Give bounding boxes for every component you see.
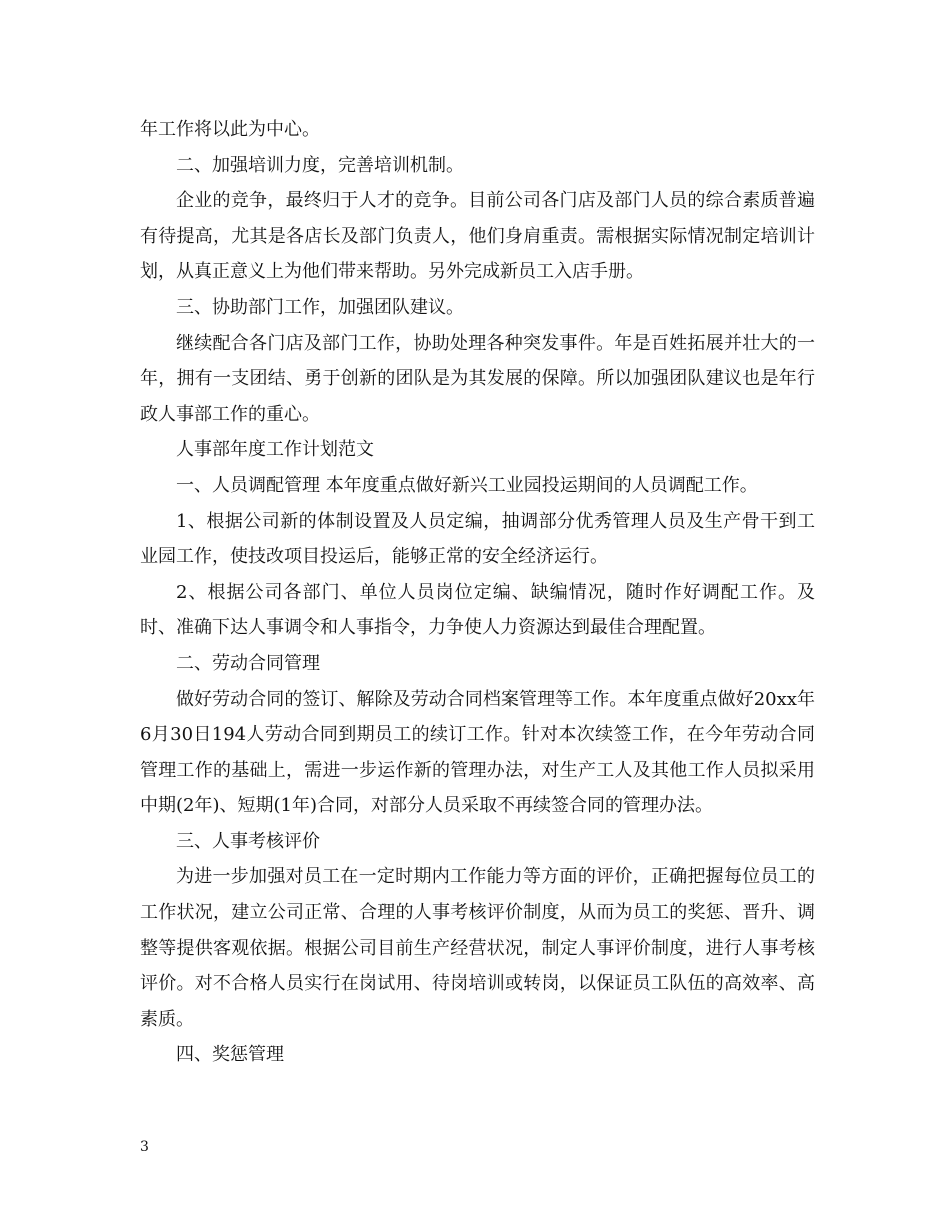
- section-heading-rewards: 四、奖惩管理: [176, 1044, 284, 1066]
- paragraph-team: 继续配合各门店及部门工作，协助处理各种突发事件。年是百姓拓展并壮大的一年，拥有一支团结、勇于创新的团队是为其发展的保障。所以加强团队建议也是年行政人事部工作的重心。: [140, 332, 815, 425]
- paragraph-staffing-1: 1、根据公司新的体制设置及人员定编，抽调部分优秀管理人员及生产骨干到工业园工作，使技改项目投运后，能够正常的安全经济运行。: [140, 510, 815, 568]
- paragraph-training: 企业的竞争，最终归于人才的竞争。目前公司各门店及部门人员的综合素质普遍有待提高，尤其是各店长及部门负责人，他们身肩重责。需根据实际情况制定培训计划，从真正意义上为他们带来帮助。另外完成新员工入店手册。: [140, 190, 815, 283]
- page-number: 3: [140, 1139, 149, 1155]
- paragraph-staffing-2: 2、根据公司各部门、单位人员岗位定编、缺编情况，随时作好调配工作。及时、准确下达人事调令和人事指令，力争使人力资源达到最佳合理配置。: [140, 581, 815, 639]
- document-subtitle: 人事部年度工作计划范文: [176, 439, 374, 461]
- paragraph-contract: 做好劳动合同的签订、解除及劳动合同档案管理等工作。本年度重点做好20xx年6月30日194人劳动合同到期员工的续订工作。针对本次续签工作，在今年劳动合同管理工作的基础上，需进一步运作新的管理办法，对生产工人及其他工作人员拟采用中期(2年)、短期(1年)合同，对部分人员采取不再续签合同的管理办法。: [140, 688, 815, 817]
- paragraph-continuation: 年工作将以此为中心。: [140, 119, 320, 140]
- section-heading-evaluation: 三、人事考核评价: [176, 830, 320, 852]
- paragraph-evaluation: 为进一步加强对员工在一定时期内工作能力等方面的评价，正确把握每位员工的工作状况，建立公司正常、合理的人事考核评价制度，从而为员工的奖惩、晋升、调整等提供客观依据。根据公司目前生产经营状况，制定人事评价制度，进行人事考核评价。对不合格人员实行在岗试用、待岗培训或转岗，以保证员工队伍的高效率、高素质。: [140, 866, 815, 1030]
- section-heading-team: 三、协助部门工作，加强团队建议。: [176, 296, 464, 318]
- section-heading-contract: 二、劳动合同管理: [176, 652, 320, 674]
- section-heading-staffing: 一、人员调配管理 本年度重点做好新兴工业园投运期间的人员调配工作。: [176, 474, 758, 496]
- document-body: [140, 112, 815, 1073]
- section-heading-training: 二、加强培训力度，完善培训机制。: [176, 154, 464, 176]
